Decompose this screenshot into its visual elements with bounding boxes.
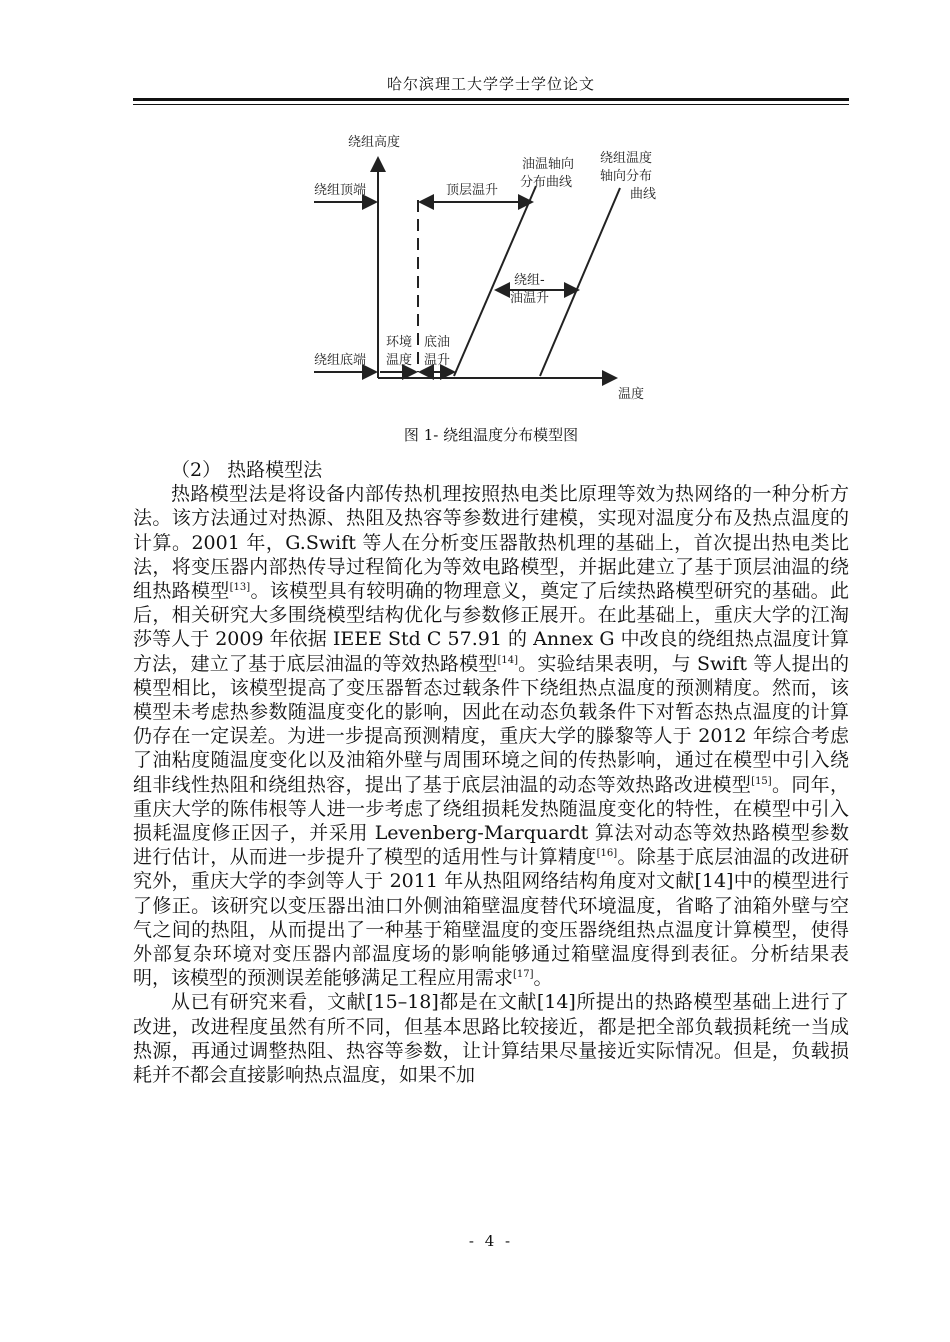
bottom-oil-label-1: 底油 (424, 335, 451, 350)
p1-text-d: 。同年，重庆大学的陈伟根等人进一步考虑了绕组损耗发热随温度变化的特性，在模型中引入损耗温度修正因子，并采用 Levenberg-Marquardt 算法对动态等效热路模型参数进行估计，从而进一步提升了模型的适用性与计算精度 (133, 773, 849, 869)
bottom-oil-label-2: 温升 (424, 353, 451, 368)
p1-text-b: 。该模型具有较明确的物理意义，奠定了后续热路模型研究的基础。此后，相关研究大多围绕模型结构优化与参数修正展开。在此基础上，重庆大学的江淘莎等人于 2009 年依据 IEEE Std C 57.91 的 Annex G 中改良的绕组热点温度计算方法，建立了基于底层油温的等效热路模型 (133, 580, 849, 675)
page-number: - 4 - (468, 1232, 514, 1250)
paragraph-1 (133, 482, 849, 990)
winding-temperature-curve (540, 188, 620, 376)
winding-temperature-figure (300, 120, 660, 420)
winding-curve-label-3: 曲线 (630, 187, 657, 202)
citation-16: [16] (596, 848, 618, 860)
winding-top-label: 绕组顶端 (314, 183, 367, 198)
paragraph-2: 从已有研究来看，文献[15–18]都是在文献[14]所提出的热路模型基础上进行了改进，改进程度虽然有所不同，但基本思路比较接近，都是把全部负载损耗统一当成热源，再通过调整热阻、热容等参数，让计算结果尽量接近实际情况。但是，负载损耗并不都会直接影响热点温度，如果不加 (133, 991, 849, 1087)
ambient-label-1: 环境 (386, 335, 413, 350)
oil-curve-label-2: 分布曲线 (520, 175, 573, 190)
p1-text-f: 。 (533, 967, 553, 990)
winding-curve-label-1: 绕组温度 (600, 151, 653, 166)
gradient-label-1: 绕组- (514, 273, 545, 288)
header-rule-thick (133, 98, 849, 101)
p1-text-e: 。除基于底层油温的改进研究外，重庆大学的李剑等人于 2011 年从热阻网络结构角度对文献[14]中的模型进行了修正。该研究以变压器出油口外侧油箱壁温度替代环境温度，省略了油箱外壁与空气之间的热阻，从而提出了一种基于箱壁温度的变压器绕组热点温度计算模型，使得外部复杂环境对变压器内部温度场的影响能够通过箱壁温度得到表征。分析结果表明，该模型的预测误差能够满足工程应用需求 (133, 846, 849, 990)
citation-14: [14] (497, 654, 518, 666)
top-oil-rise-label: 顶层温升 (446, 183, 499, 198)
page-header: 哈尔滨理工大学学士学位论文 (386, 75, 595, 93)
citation-13: [13] (229, 582, 251, 594)
winding-curve-label-2: 轴向分布 (600, 169, 653, 184)
header-rule-thin (133, 104, 849, 105)
winding-bottom-label: 绕组底端 (314, 353, 367, 368)
figure-caption: 图 1- 绕组温度分布模型图 (403, 426, 579, 444)
citation-15: [15] (751, 775, 772, 787)
ambient-label-2: 温度 (386, 353, 413, 368)
x-axis-label: 温度 (618, 387, 645, 402)
p1-text-c: 。实验结果表明，与 Swift 等人提出的模型相比，该模型提高了变压器暂态过载条件下绕组热点温度的预测精度。然而，该模型未考虑热参数随温度变化的影响，因此在动态负载条件下对暂态热点温度的计算仍存在一定误差。为进一步提高预测精度，重庆大学的滕黎等人于 2012 年综合考虑了油粘度随温度变化以及油箱外壁与周围环境之间的传热影响，通过在模型中引入绕组非线性热阻和绕组热容，提出了基于底层油温的动态等效热路改进模型 (133, 652, 849, 796)
oil-curve-label-1: 油温轴向 (522, 157, 575, 172)
gradient-label-2: 油温升 (510, 291, 550, 306)
body-text (133, 458, 849, 1087)
p1-text-a: 热路模型法是将设备内部传热机理按照热电类比原理等效为热网络的一种分析方法。该方法通过对热源、热阻及热容等参数进行建模，实现对温度分布及热点温度的计算。2001 年，G.Swift 等人在分析变压器散热机理的基础上，首次提出热电类比法，将变压器内部热传导过程简化为等效电路模型，并据此建立了基于顶层油温的绕组热路模型 (133, 483, 849, 603)
citation-17: [17] (513, 969, 534, 981)
y-axis-label: 绕组高度 (348, 135, 401, 150)
section-heading: （2） 热路模型法 (171, 459, 323, 481)
